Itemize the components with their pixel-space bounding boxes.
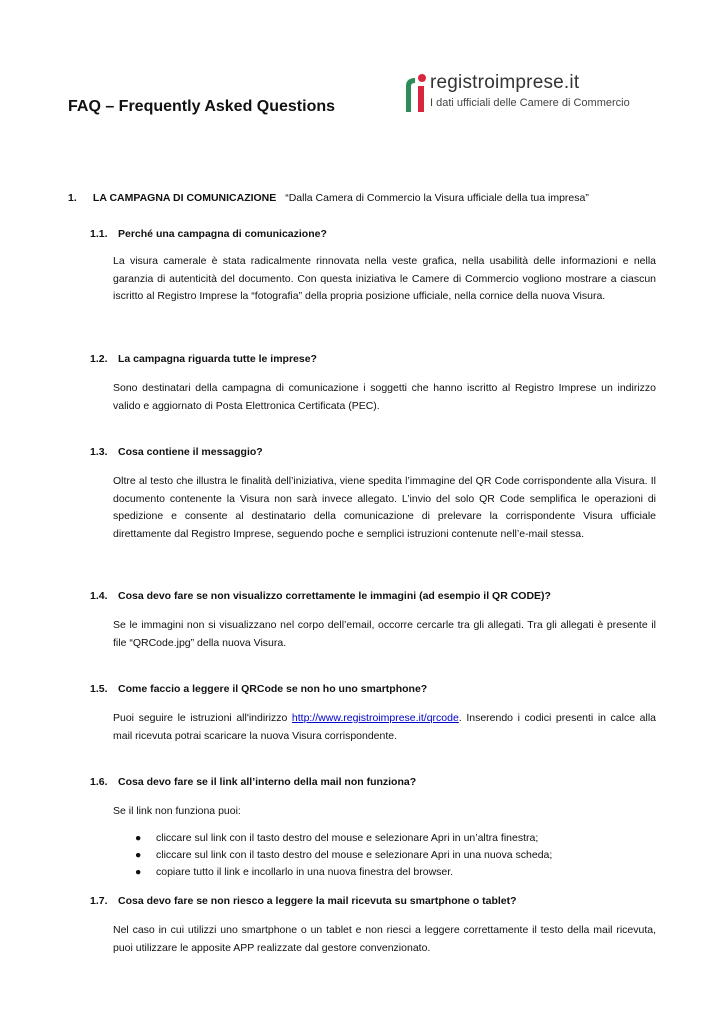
faq-answer: Nel caso in cui utilizzi uno smartphone o un tablet e non riesci a leggere correttamente il testo della mail ricevuta, puoi utilizzare le apposite APP realizzate dal gestore convenzionato. <box>113 924 656 954</box>
faq-answer: Se il link non funziona puoi: <box>113 805 241 817</box>
list-item <box>113 864 656 881</box>
logo-tagline: I dati ufficiali delle Camere di Commercio <box>430 97 630 109</box>
qrcode-link[interactable]: http://www.registroimprese.it/qrcode <box>291 712 459 724</box>
faq-answer: Sono destinatari della campagna di comunicazione i soggetti che hanno iscritto al Registro Imprese un indirizzo valido e aggiornato di Posta Elettronica Certificata (PEC). <box>113 382 656 412</box>
bullet-icon: ● <box>135 832 142 844</box>
list-item <box>113 830 656 847</box>
section-heading <box>68 192 589 204</box>
faq-question-text: Come faccio a leggere il QRCode se non ho uno smartphone? <box>118 683 428 695</box>
list-item-text: copiare tutto il link e incollarlo in una nuova finestra del browser. <box>156 866 454 878</box>
faq-number: 1.7. <box>90 895 108 907</box>
faq-question <box>90 776 416 788</box>
faq-question-text: Cosa devo fare se non riesco a leggere la mail ricevuta su smartphone o tablet? <box>118 895 517 907</box>
page-title: FAQ – Frequently Asked Questions <box>68 98 336 115</box>
faq-question <box>90 683 427 695</box>
faq-answer: Se le immagini non si visualizzano nel corpo dell’email, occorre cercarle tra gli allegati. Tra gli allegati è presente il file “QRCode.jpg” della nuova Visura. <box>113 619 656 649</box>
logo-mark-icon <box>402 72 430 116</box>
faq-number: 1.1. <box>90 228 108 240</box>
faq-number: 1.4. <box>90 590 108 602</box>
faq-question <box>90 353 317 365</box>
logo-name: registroimprese.it <box>430 72 580 93</box>
bullet-list <box>113 830 656 881</box>
faq-question <box>90 895 517 907</box>
faq-number: 1.3. <box>90 446 108 458</box>
faq-number: 1.2. <box>90 353 108 365</box>
list-item <box>113 847 656 864</box>
faq-number: 1.6. <box>90 776 108 788</box>
faq-answer <box>113 710 656 745</box>
faq-answer-text: . Inserendo i codici presenti in calce alla mail ricevuta potrai scaricare la nuova Visura corrispondente. <box>113 712 656 742</box>
list-item-text: cliccare sul link con il tasto destro del mouse e selezionare Apri in una nuova scheda; <box>156 849 553 861</box>
faq-question-text: La campagna riguarda tutte le imprese? <box>118 353 317 365</box>
faq-number: 1.5. <box>90 683 108 695</box>
faq-question-text: Perché una campagna di comunicazione? <box>118 228 327 240</box>
faq-question <box>90 446 263 458</box>
faq-answer-text: Puoi seguire le istruzioni all'indirizzo <box>113 712 292 724</box>
faq-question <box>90 590 551 602</box>
faq-question <box>90 228 327 240</box>
section-number: 1. <box>68 192 77 204</box>
bullet-icon: ● <box>135 849 142 861</box>
section-title: LA CAMPAGNA DI COMUNICAZIONE <box>92 192 277 204</box>
registroimprese-logo <box>402 72 652 116</box>
bullet-icon: ● <box>135 866 142 878</box>
list-item-text: cliccare sul link con il tasto destro del mouse e selezionare Apri in un’altra finestra; <box>156 832 539 844</box>
faq-question-text: Cosa devo fare se il link all’interno della mail non funziona? <box>118 776 417 788</box>
faq-answer: Oltre al testo che illustra le finalità dell’iniziativa, viene spedita l’immagine del QR Code corrispondente alla Visura. Il documento contenente la Visura non sarà invece allegato. L’invio del solo QR Code semplifica le operazioni di spedizione e consente al destinatario della comunicazione di prelevare la corrispondente Visura ufficiale direttamente dal Registro Imprese, seguendo poche e semplici istruzioni contenute nell’e-mail stessa. <box>113 475 656 540</box>
faq-question-text: Cosa devo fare se non visualizzo correttamente le immagini (ad esempio il QR CODE)? <box>118 590 551 602</box>
faq-answer: La visura camerale è stata radicalmente rinnovata nella veste grafica, nella usabilità delle informazioni e nella garanzia di autenticità del documento. Con questa iniziativa le Camere di Commercio vogliono mostrare a ciascun iscritto al Registro Imprese la “fotografia” della propria posizione ufficiale, nella cornice della nuova Visura. <box>113 255 656 302</box>
section-subtitle: “Dalla Camera di Commercio la Visura ufficiale della tua impresa” <box>285 192 589 204</box>
faq-question-text: Cosa contiene il messaggio? <box>118 446 263 458</box>
